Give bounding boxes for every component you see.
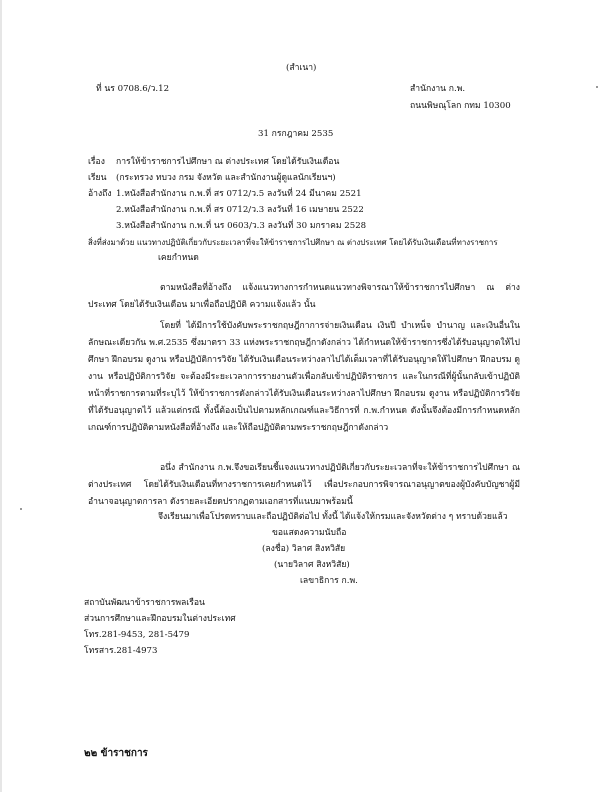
document-date: 31 กรกฎาคม 2535 <box>258 129 334 139</box>
scan-edge <box>0 0 2 792</box>
contact-institute: สถาบันพัฒนาข้าราชการพลเรือน <box>84 598 205 608</box>
contact-division: ส่วนการศึกษาและฝึกอบรมในต่างประเทศ <box>84 614 236 624</box>
reference-item: 3.หนังสือสำนักงาน ก.พ.ที่ นร 0603/ว.3 ลงวันที่ 30 มกราคม 2528 <box>116 221 367 231</box>
enclosure-line-2: เคยกำหนด <box>158 253 199 263</box>
copy-mark: (สำเนา) <box>286 63 317 73</box>
contact-fax: โทรสาร.281-4973 <box>84 646 158 656</box>
reference-label: อ้างถึง <box>88 189 112 199</box>
body-paragraph-1: ตามหนังสือที่อ้างถึง แจ้งแนวทางการกำหนดแนวทางพิจารณาให้ข้าราชการไปศึกษา ณ ต่างประเทศ โดยได้รับเงินเดือน มาเพื่อถือปฏิบัติ ความแจ้งแล้ว นั้น <box>88 283 520 310</box>
body-paragraph-2: โดยที่ ได้มีการใช้บังคับพระราชกฤษฎีกาการจ่ายเงินเดือน เงินปี บำเหน็จ บำนาญ และเงินอื่นในลักษณะเดียวกัน พ.ศ.2535 ซึ่งมาตรา 33 แห่งพระราชกฤษฎีกาดังกล่าว ได้กำหนดให้ข้าราชการซึ่งได้รับอนุญาตให้ไปศึกษา ฝึกอบรม ดูงาน หรือปฏิบัติการวิจัย ได้รับเงินเดือนระหว่างลาไปได้เต็มเวลาที่ได้รับอนุญาตให้ไปศึกษา ฝึกอบรม ดูงาน หรือปฏิบัติการวิจัย จะต้องมีระยะเวลาการรายงานตัวเพื่อกลับเข้าปฏิบัติราชการ และในกรณีที่ผู้นั้นกลับเข้าปฏิบัติหน้าที่ราชการตามที่ระบุไว้ ให้ข้าราชการดังกล่าวได้รับเงินเดือนระหว่างลาไปศึกษา ฝึกอบรม ดูงาน หรือปฏิบัติการวิจัยที่ได้รับอนุญาตไว้ แล้วแต่กรณี ทั้งนี้ต้องเป็นไปตามหลักเกณฑ์และวิธีการที่ ก.พ.กำหนด ดังนั้นจึงต้องมีการกำหนดหลักเกณฑ์การปฏิบัติตามหนังสือที่อ้างถึง และให้ถือปฏิบัติตามพระราชกฤษฎีกาดังกล่าว <box>88 321 520 433</box>
reference-item: 1.หนังสือสำนักงาน ก.พ.ที่ สร 0712/ว.5 ลงวันที่ 24 มีนาคม 2521 <box>116 189 362 199</box>
addressee-text: (กระทรวง ทบวง กรม จังหวัด และสำนักงานผู้ดูแลนักเรียนฯ) <box>116 173 336 183</box>
office-name: สำนักงาน ก.พ. <box>410 84 466 94</box>
closing-regards: ขอแสดงความนับถือ <box>272 528 347 538</box>
office-address: ถนนพิษณุโลก กทม 10300 <box>410 101 511 111</box>
scan-speck <box>20 508 22 510</box>
page-footer-label: ๒๒ ข้าราชการ <box>84 748 148 759</box>
signer-name: (นายวิลาศ สิงหวิสัย) <box>274 560 350 570</box>
scan-speck <box>596 86 598 88</box>
enclosure-line-1: สิ่งที่ส่งมาด้วย แนวทางปฏิบัติเกี่ยวกับระยะเวลาที่จะให้ข้าราชการไปศึกษา ณ ต่างประเทศ โดยได้รับเงินเดือนที่ทางราชการ <box>88 238 498 247</box>
reference-item: 2.หนังสือสำนักงาน ก.พ.ที่ สร 0712/ว.3 ลงวันที่ 16 เมษายน 2522 <box>116 205 364 215</box>
document-number: ที่ นร 0708.6/ว.12 <box>96 84 170 94</box>
body-paragraph-3: อนึ่ง สำนักงาน ก.พ.จึงขอเรียนชี้แจงแนวทางปฏิบัติเกี่ยวกับระยะเวลาที่จะให้ข้าราชการไปศึกษา ณ ต่างประเทศ โดยได้รับเงินเดือนที่ทางราชการเคยกำหนดไว้ เพื่อประกอบการพิจารณาอนุญาตของผู้บังคับบัญชาผู้มีอำนาจอนุญาตการลา ดังรายละเอียดปรากฏตามเอกสารที่แนบมาพร้อมนี้ <box>88 463 520 507</box>
contact-phone: โทร.281-9453, 281-5479 <box>84 630 190 640</box>
subject-label: เรื่อง <box>88 157 105 167</box>
subject-text: การให้ข้าราชการไปศึกษา ณ ต่างประเทศ โดยได้รับเงินเดือน <box>116 157 340 167</box>
signature-line: (ลงชื่อ) วิลาศ สิงหวิสัย <box>262 544 346 554</box>
body-paragraph-4: จึงเรียนมาเพื่อโปรดทราบและถือปฏิบัติต่อไป ทั้งนี้ ได้แจ้งให้กรมและจังหวัดต่าง ๆ ทราบด้วยแล้ว <box>158 512 508 522</box>
signer-position: เลขาธิการ ก.พ. <box>300 576 358 586</box>
addressee-label: เรียน <box>88 173 107 183</box>
